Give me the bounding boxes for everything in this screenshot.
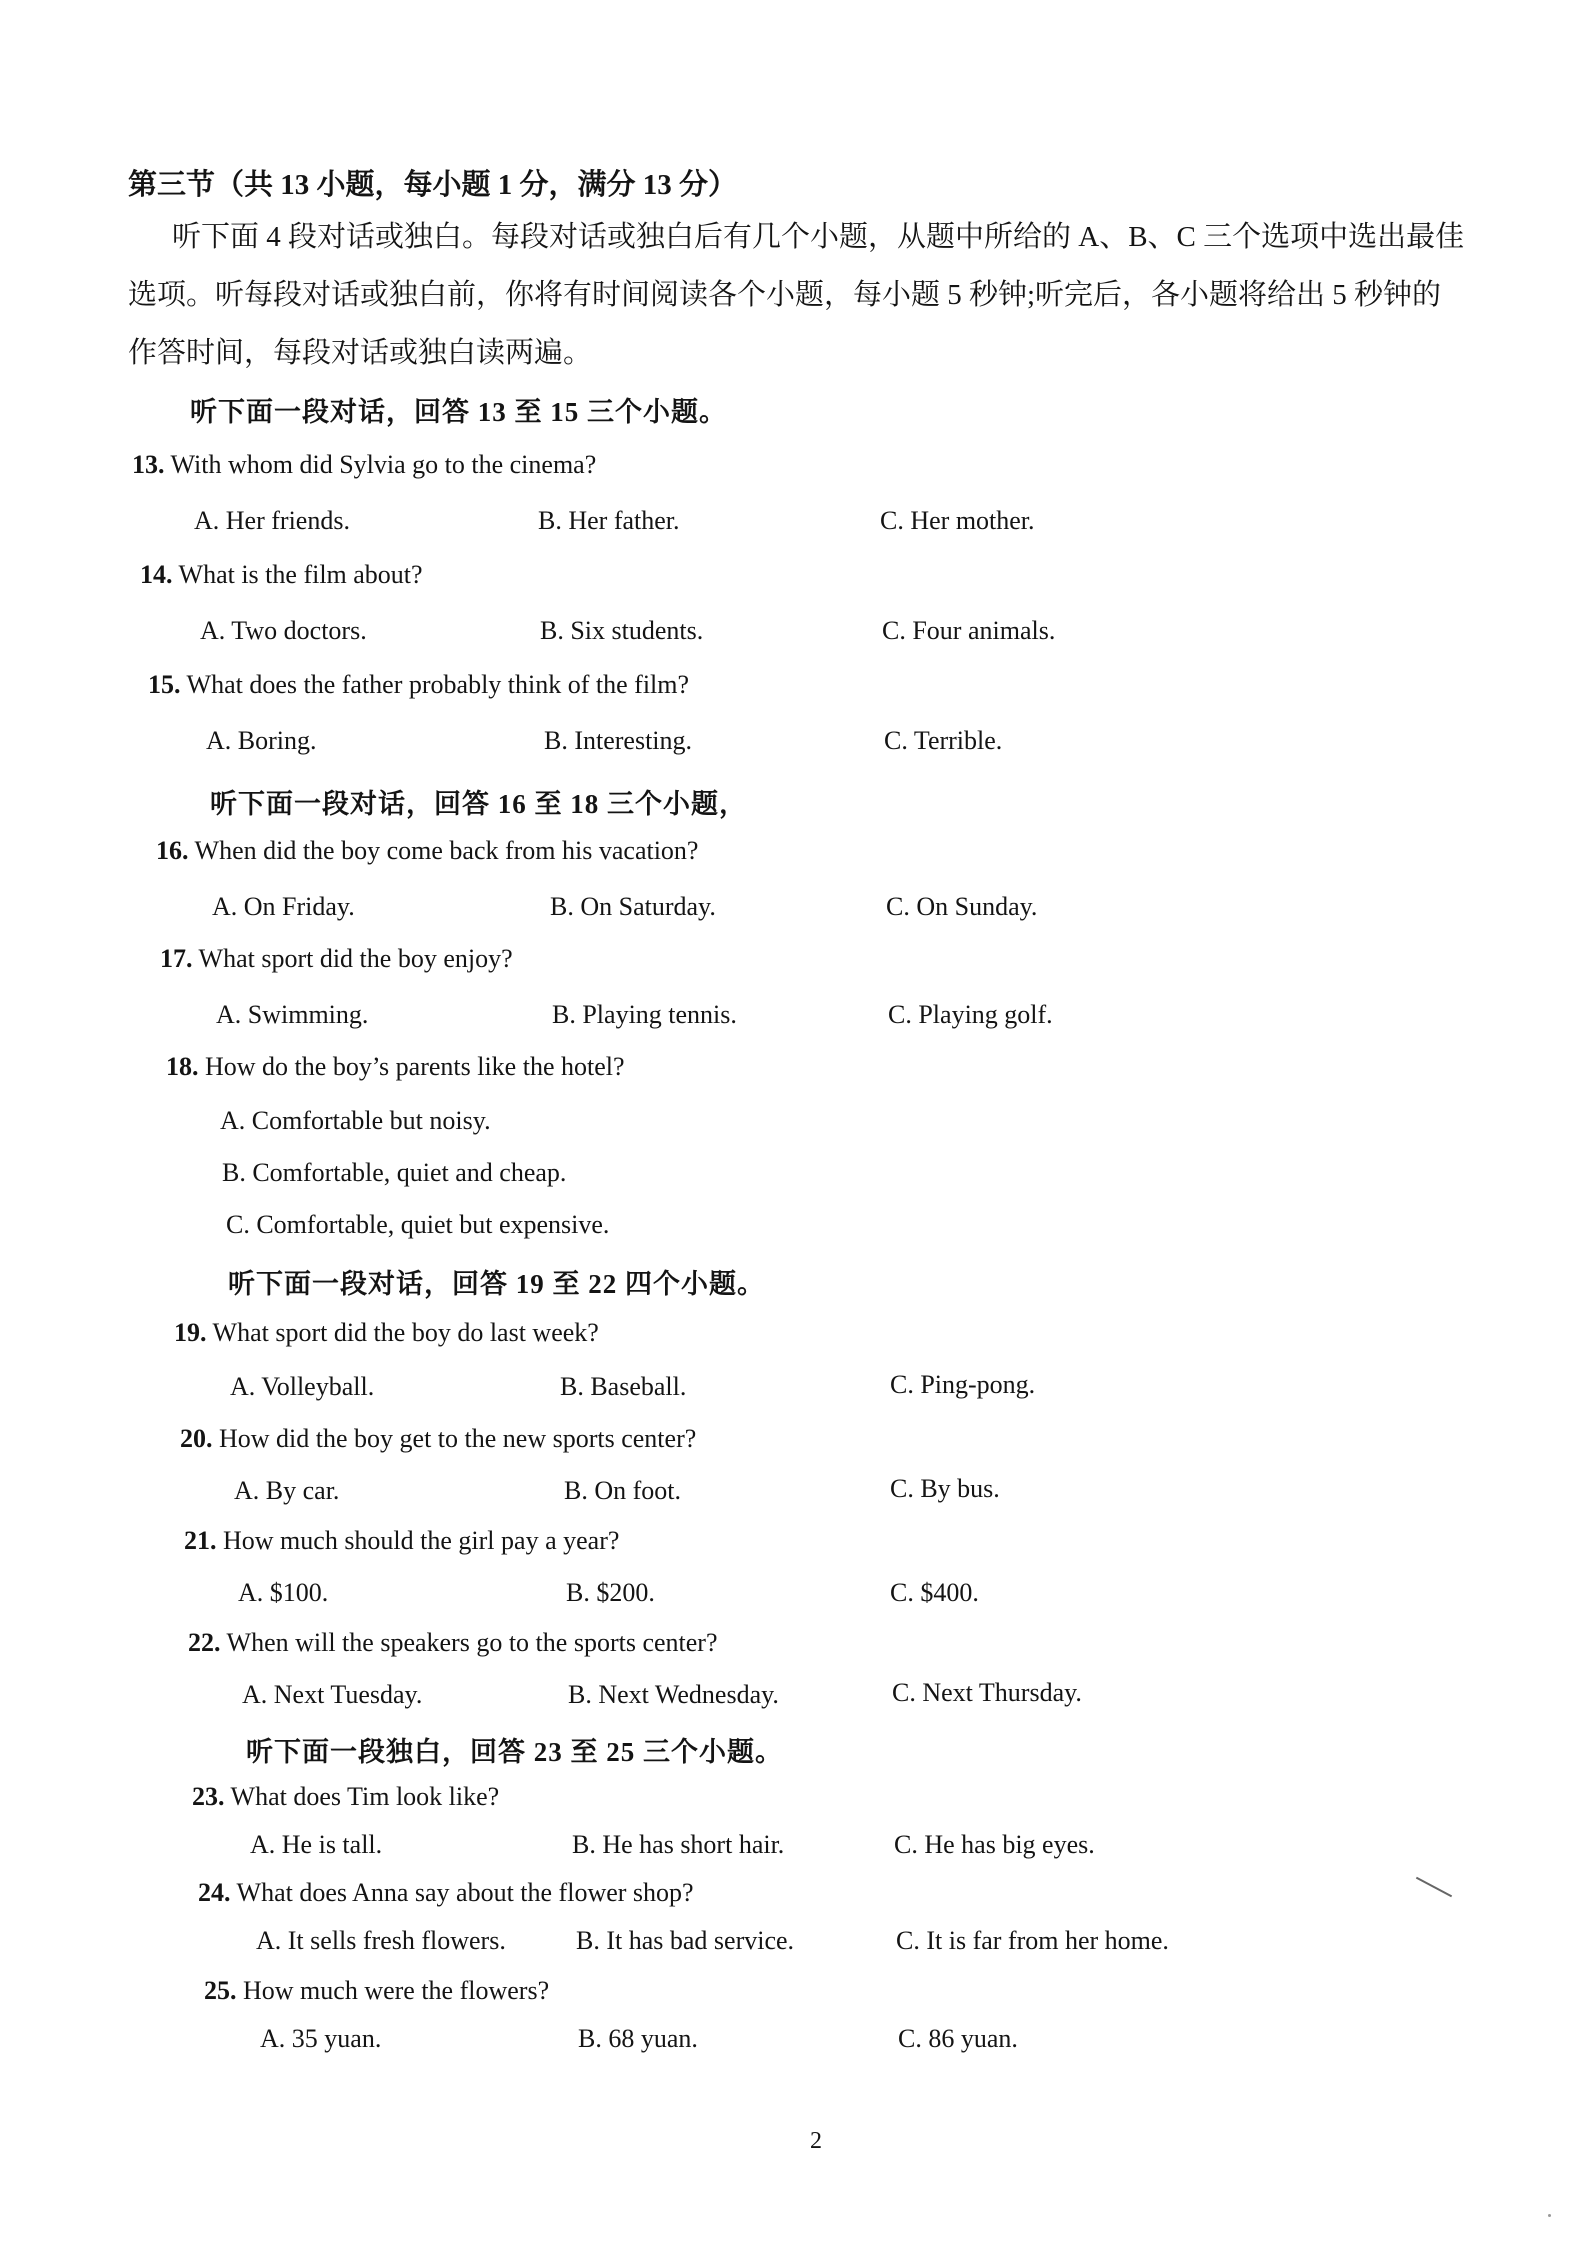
q19-option-c: C. Ping-pong. — [890, 1370, 1036, 1399]
scan-mark — [1416, 1877, 1452, 1898]
question-text: What does Anna say about the flower shop? — [236, 1878, 694, 1907]
q13-option-c: C. Her mother. — [880, 506, 1035, 535]
question-number: 18. — [166, 1052, 199, 1081]
dialogue-1-instruction: 听下面一段对话，回答 13 至 15 三个小题。 — [190, 397, 727, 427]
question-13 — [132, 450, 596, 480]
q22-option-b: B. Next Wednesday. — [568, 1680, 779, 1709]
q25-option-a: A. 35 yuan. — [260, 2024, 382, 2053]
q24-option-b: B. It has bad service. — [576, 1926, 795, 1955]
q17-option-b: B. Playing tennis. — [552, 1000, 737, 1029]
question-text: What does the father probably think of the film? — [186, 670, 690, 699]
page-number: 2 — [810, 2128, 822, 2154]
question-number: 19. — [174, 1318, 207, 1347]
q14-option-c: C. Four animals. — [882, 616, 1056, 645]
question-number: 23. — [192, 1782, 225, 1811]
q21-option-c: C. $400. — [890, 1578, 979, 1607]
q22-option-a: A. Next Tuesday. — [242, 1680, 423, 1709]
question-text: What does Tim look like? — [230, 1782, 500, 1811]
question-21 — [184, 1526, 619, 1556]
q23-option-b: B. He has short hair. — [572, 1830, 785, 1859]
question-number: 13. — [132, 450, 165, 479]
q15-option-a: A. Boring. — [206, 726, 317, 755]
dialogue-2-instruction: 听下面一段对话，回答 16 至 18 三个小题， — [210, 789, 747, 819]
q24-option-a: A. It sells fresh flowers. — [256, 1926, 506, 1955]
question-text: With whom did Sylvia go to the cinema? — [170, 450, 597, 479]
question-text: When will the speakers go to the sports center? — [226, 1628, 718, 1657]
dialogue-4-instruction: 听下面一段独白，回答 23 至 25 三个小题。 — [246, 1737, 783, 1767]
scan-speck — [1548, 2214, 1551, 2217]
q16-option-a: A. On Friday. — [212, 892, 355, 921]
q18-option-b: B. Comfortable, quiet and cheap. — [222, 1158, 567, 1187]
q21-option-a: A. $100. — [238, 1578, 329, 1607]
q16-option-b: B. On Saturday. — [550, 892, 716, 921]
q19-option-a: A. Volleyball. — [230, 1372, 375, 1401]
q20-option-c: C. By bus. — [890, 1474, 1000, 1503]
question-text: What sport did the boy do last week? — [212, 1318, 599, 1347]
q19-option-b: B. Baseball. — [560, 1372, 687, 1401]
question-number: 16. — [156, 836, 189, 865]
q18-option-c: C. Comfortable, quiet but expensive. — [226, 1210, 610, 1239]
question-number: 24. — [198, 1878, 231, 1907]
question-number: 20. — [180, 1424, 213, 1453]
q14-option-b: B. Six students. — [540, 616, 704, 645]
section-instructions: 听下面 4 段对话或独白。每段对话或独白后有几个小题，从题中所给的 A、B、C 三个选项中选出最佳选项。听每段对话或独白前，你将有时间阅读各个小题，每小题 5 秒钟;听完后，各小题将给出 5 秒钟的作答时间，每段对话或独白读两遍。 — [128, 221, 1465, 369]
question-number: 25. — [204, 1976, 237, 2005]
dialogue-3-instruction: 听下面一段对话，回答 19 至 22 四个小题。 — [228, 1269, 765, 1299]
question-14 — [140, 560, 423, 590]
question-text: How much should the girl pay a year? — [223, 1526, 620, 1555]
question-20 — [180, 1424, 696, 1454]
q15-option-c: C. Terrible. — [884, 726, 1003, 755]
question-25 — [204, 1976, 549, 2006]
question-text: When did the boy come back from his vacation? — [194, 836, 699, 865]
question-text: How do the boy’s parents like the hotel? — [205, 1052, 625, 1081]
q25-option-b: B. 68 yuan. — [578, 2024, 698, 2053]
q16-option-c: C. On Sunday. — [886, 892, 1038, 921]
q25-option-c: C. 86 yuan. — [898, 2024, 1018, 2053]
q18-option-a: A. Comfortable but noisy. — [220, 1106, 491, 1135]
q14-option-a: A. Two doctors. — [200, 616, 367, 645]
q23-option-c: C. He has big eyes. — [894, 1830, 1095, 1859]
question-text: What is the film about? — [178, 560, 423, 589]
section-title: 第三节（共 13 小题，每小题 1 分，满分 13 分） — [128, 169, 738, 201]
q17-option-c: C. Playing golf. — [888, 1000, 1053, 1029]
question-23 — [192, 1782, 499, 1812]
question-16 — [156, 836, 698, 866]
question-19 — [174, 1318, 599, 1348]
question-number: 22. — [188, 1628, 221, 1657]
question-17 — [160, 944, 513, 974]
q15-option-b: B. Interesting. — [544, 726, 693, 755]
q21-option-b: B. $200. — [566, 1578, 655, 1607]
q24-option-c: C. It is far from her home. — [896, 1926, 1169, 1955]
question-number: 21. — [184, 1526, 217, 1555]
question-number: 15. — [148, 670, 181, 699]
q20-option-a: A. By car. — [234, 1476, 340, 1505]
question-18 — [166, 1052, 625, 1082]
q20-option-b: B. On foot. — [564, 1476, 681, 1505]
question-text: How did the boy get to the new sports center? — [219, 1424, 697, 1453]
question-number: 17. — [160, 944, 193, 973]
question-22 — [188, 1628, 717, 1658]
q23-option-a: A. He is tall. — [250, 1830, 383, 1859]
question-15 — [148, 670, 689, 700]
question-text: What sport did the boy enjoy? — [198, 944, 513, 973]
question-text: How much were the flowers? — [243, 1976, 550, 2005]
q13-option-b: B. Her father. — [538, 506, 680, 535]
question-24 — [198, 1878, 694, 1908]
question-number: 14. — [140, 560, 173, 589]
q17-option-a: A. Swimming. — [216, 1000, 369, 1029]
q13-option-a: A. Her friends. — [194, 506, 350, 535]
q22-option-c: C. Next Thursday. — [892, 1678, 1082, 1707]
